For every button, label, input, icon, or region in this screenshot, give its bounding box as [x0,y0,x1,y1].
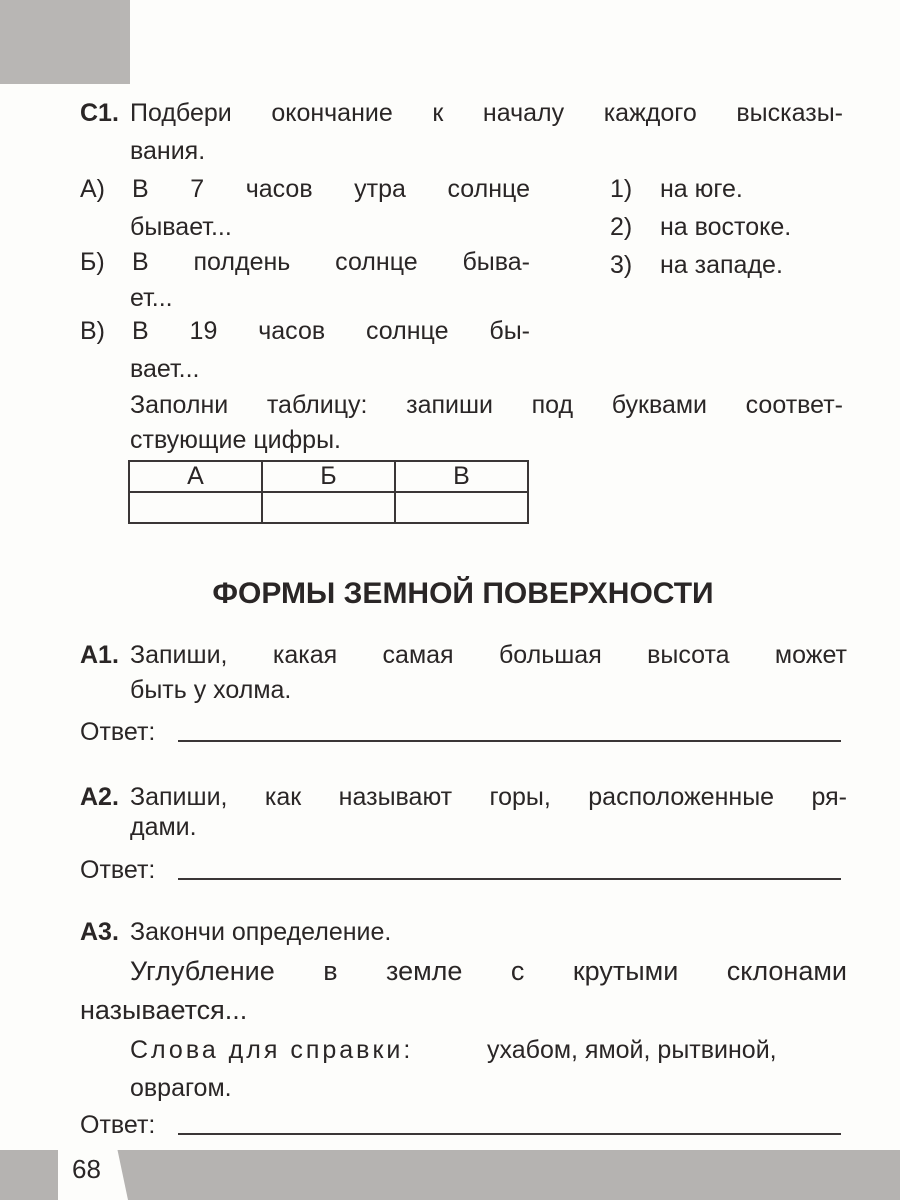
answer-label-a3: Ответ: [80,1111,156,1139]
task-number-a2: А2. [80,783,119,811]
table-header-b: Б [262,461,395,492]
option-label-3: 3) [610,251,633,279]
option-label-1: 1) [610,175,633,203]
table-instruction: Заполни таблицу: запиши под буквами соответ- [130,391,843,419]
hint-words-cont: оврагом. [130,1074,232,1102]
item-label-b: Б) [80,248,105,276]
task-c1-prompt-cont: вания. [130,137,206,165]
table-instruction-cont: ствующие цифры. [130,426,341,454]
task-number-a3: А3. [80,918,119,946]
answer-line-a2[interactable] [178,878,841,880]
section-title: ФОРМЫ ЗЕМНОЙ ПОВЕРХНОСТИ [212,577,714,610]
table-header-v: В [395,461,528,492]
task-a3-text: Закончи определение. [130,918,392,946]
task-a1-text: Запиши, какая самая большая высота может [130,641,847,669]
scan-shadow-top [0,0,130,84]
option-1-text: на юге. [660,175,743,203]
answer-label-a2: Ответ: [80,856,156,884]
item-b-text: В полдень солнце быва- [132,248,530,276]
hint-label: Слова для справки: [130,1036,414,1064]
item-v-text: В 19 часов солнце бы- [132,317,530,345]
table-cell-a[interactable] [129,492,262,523]
item-label-a: А) [80,175,105,203]
definition-text: Углубление в земле с крутыми склонами [130,956,847,986]
table-header-a: А [129,461,262,492]
definition-text-cont: называется... [80,995,248,1025]
option-2-text: на востоке. [660,213,792,241]
item-label-v: В) [80,317,105,345]
answer-label-a1: Ответ: [80,718,156,746]
table-cell-b[interactable] [262,492,395,523]
hint-words: ухабом, ямой, рытвиной, [487,1036,777,1064]
item-v-text-cont: вает... [130,355,200,383]
page-number: 68 [72,1154,101,1184]
task-number-a1: А1. [80,641,119,669]
answer-table [128,460,529,524]
table-cell-v[interactable] [395,492,528,523]
item-a-text-cont: бывает... [130,213,232,241]
task-c1-prompt: Подбери окончание к началу каждого высказы- [130,99,843,127]
task-a1-text-cont: быть у холма. [130,676,292,704]
task-number-c1: С1. [80,99,119,127]
option-label-2: 2) [610,213,633,241]
answer-line-a1[interactable] [178,740,841,742]
item-a-text: В 7 часов утра солнце [132,175,530,203]
task-a2-text: Запиши, как называют горы, расположенные ря- [130,783,847,811]
option-3-text: на западе. [660,251,783,279]
task-a2-text-cont: дами. [130,813,197,841]
answer-line-a3[interactable] [178,1133,841,1135]
item-b-text-cont: ет... [130,284,173,312]
footer-band [0,1150,900,1200]
